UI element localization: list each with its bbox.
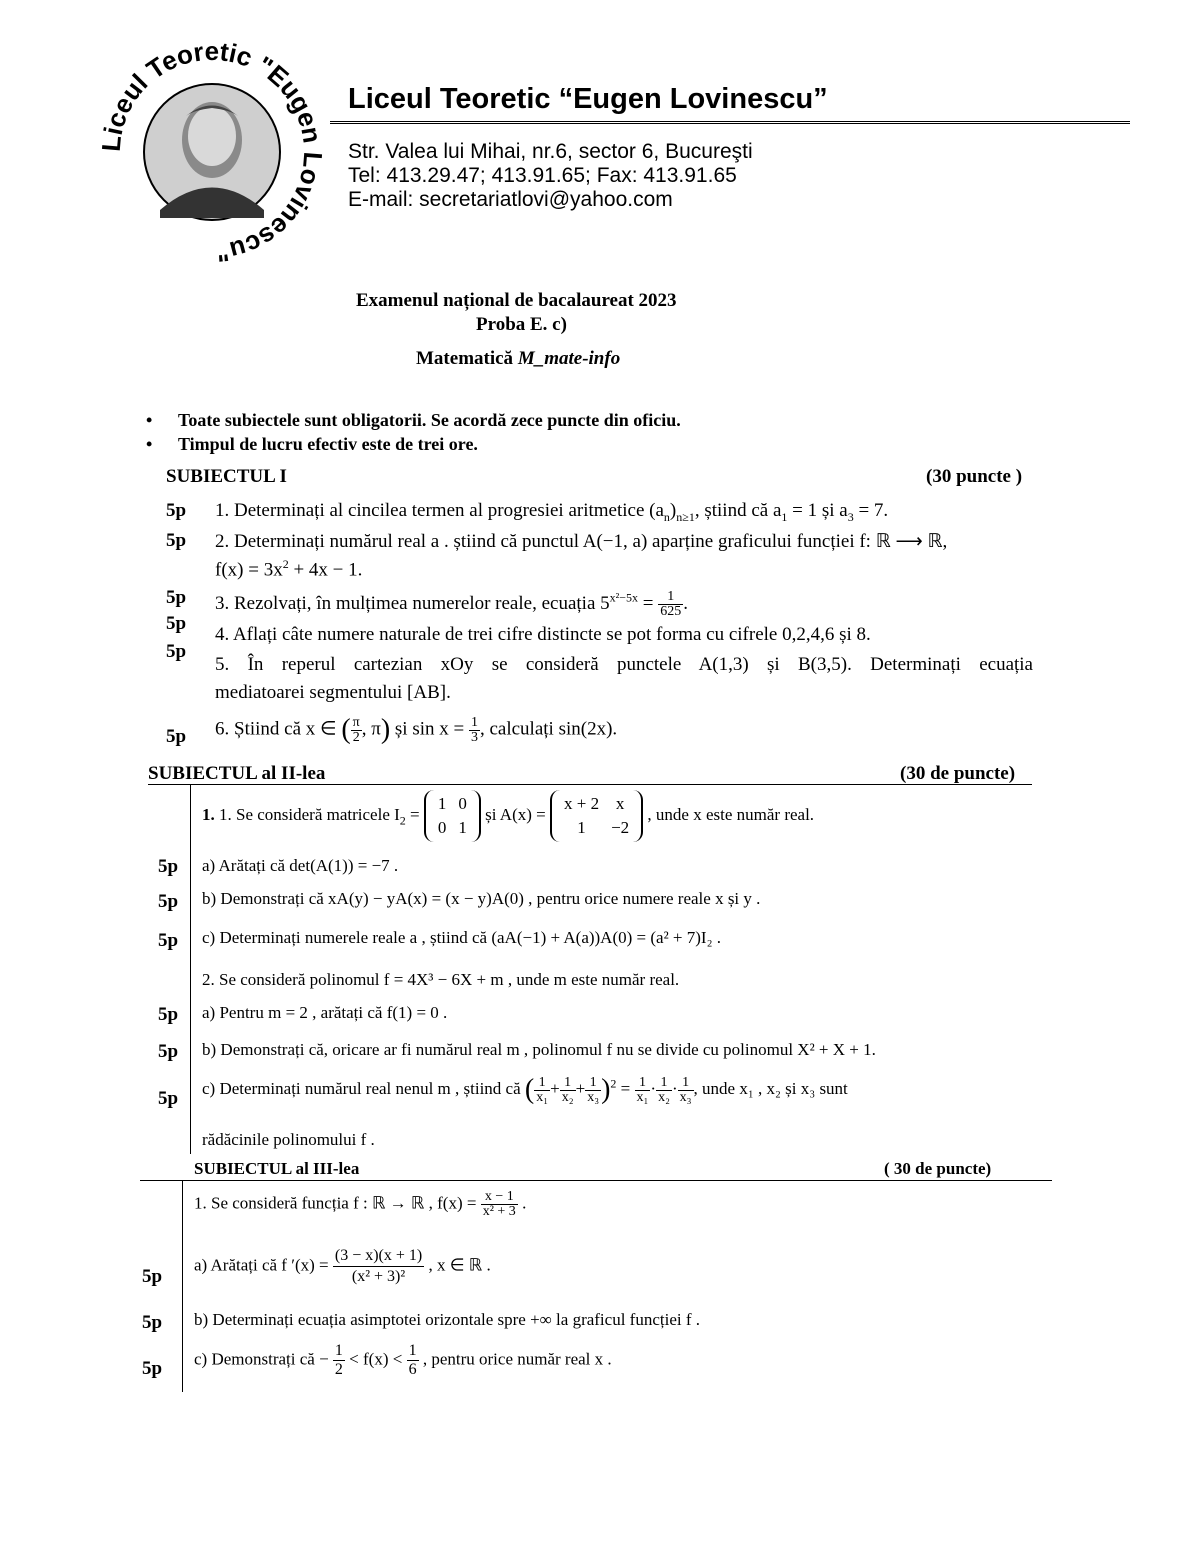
matrix-a: x + 2 x 1 −2 [550,790,643,842]
s2-p2c-points: 5p [158,1088,179,1109]
s1-q5-line2: mediatoarei segmentului [AB]. [215,682,451,703]
s2-p1a: a) Arătați că det(A(1)) = −7 . [202,856,399,875]
school-email: E-mail: secretariatlovi@yahoo.com [348,188,673,211]
school-name: Liceul Teoretic “Eugen Lovinescu” [348,83,828,115]
s1-q2-function: $f(x) = 3x^2 + 4x - 1$. [215,557,363,581]
rule-1: • Toate subiectele sunt obligatorii. Se acordă zece puncte din oficiu. [146,410,681,430]
matrix-i2: 1 0 0 1 [424,790,481,842]
s1-q1: 1. Determinați al cincilea termen al progresiei aritmetice $(a_n)_{n\ge 1}$, știind că $a_1 = 1$ și $a_3 = 7$. [215,500,889,524]
s2-p2c-line2: rădăcinile polinomului f . [202,1130,375,1149]
s2-p1c: c) Determinați numerele reale a , știind că (aA(−1) + A(a))A(0) = (a² + 7)I₂ . [202,928,722,947]
s1-q5: 5. În reperul cartezian xOy se consideră punctele A(1,3) și B(3,5). Determinați ecuația [215,654,1033,675]
s2-p1b-points: 5p [158,891,179,912]
s1-q2-points: 5p [166,530,187,551]
s1-q1-points: 5p [166,500,187,521]
bullet: • [146,434,153,454]
s3-a: a) Arătați că f ′(x) = $\frac{(3 - x)(x + 1)}{\text{(x² + 3)²}}$ , x ∈ ℝ . [194,1247,491,1285]
s3-c: c) Demonstrați că − $\frac{1}{2}$ < f(x) < $\frac{1}{6}$ , pentru orice număr real x . [194,1342,612,1378]
bullet: • [146,410,153,430]
subject-prefix: Matematică [416,348,518,369]
school-logo [100,40,325,265]
s1-title: SUBIECTUL I [166,466,287,487]
s2-p2b-points: 5p [158,1041,179,1062]
s2-p2b: b) Demonstrați că, oricare ar fi numărul real m , polinomul f nu se divide cu polinomul X² + X + 1. [202,1040,876,1059]
s1-q6: 6. Știind că x ∈ ( $\frac{\pi}{2}$ , π) și sin x = $\frac{1}{3}$ , calculați sin(2x). [215,714,618,745]
s2-p2a-points: 5p [158,1004,179,1025]
s1-q6-points: 5p [166,726,187,747]
exam-subject [416,348,620,370]
exam-title: Examenul național de bacalaureat 2023 [356,290,677,311]
school-address: Str. Valea lui Mihai, nr.6, sector 6, Bucureşti [348,140,753,163]
s1-q4-points: 5p [166,613,187,634]
s2-title: SUBIECTUL al II-lea [148,763,326,784]
school-phone: Tel: 413.29.47; 413.91.65; Fax: 413.91.65 [348,164,737,187]
s3-margin [182,1180,183,1392]
s2-p1b: b) Demonstrați că xA(y) − yA(x) = (x − y)A(0) , pentru orice numere reale x și y . [202,889,761,908]
exam-proba: Proba E. c) [476,314,567,335]
s2-p1a-points: 5p [158,856,179,877]
s2-p2-intro: 2. Se consideră polinomul f = 4X³ − 6X + m , unde m este număr real. [202,970,680,989]
s3-points: ( 30 de puncte) [884,1159,992,1178]
s1-q5-points: 5p [166,641,187,662]
logo-ring-text: iceul Teoretic "Eugen ovinescu" [100,40,325,265]
s2-rule [148,784,1032,785]
subject-track: M_mate-info [517,348,621,369]
s3-title: SUBIECTUL al III-lea [194,1159,360,1178]
s3-c-points: 5p [142,1358,163,1379]
s2-margin [190,784,191,1154]
s1-q3: 3. Rezolvați, în mulțimea numerelor reale, ecuația $5^{x^2-5x}$ = $\frac{1}{625}$ . [215,589,688,619]
s3-b: b) Determinați ecuația asimptotei orizontale spre +∞ la graficul funcției f . [194,1310,701,1329]
s1-points: (30 puncte ) [926,466,1023,487]
s2-p1c-points: 5p [158,930,179,951]
s3-b-points: 5p [142,1312,163,1333]
s2-p2c: c) Determinați numărul real nenul m , știind că ( $\frac{1}{\text{x₁}}$ + $\frac{1}{\text{x₂}}$ + $\frac{1}{\text{x₃}}$ )$^2$ = $\frac{1}{\text{x₁}}$ · $\frac{1}{\text{x₂}}$ · $\frac{1}{\text{x₃}}$ , unde x₁ , x₂ și x₃ sunt [202,1074,848,1105]
header-rule [330,121,1130,124]
s1-q2: 2. Determinați numărul real a . știind că punctul A(−1, a) aparține graficului funcției f: ℝ ⟶ ℝ, [215,531,948,552]
s3-rule [140,1180,1052,1181]
s3-intro: 1. Se consideră funcția f : ℝ → ℝ , f(x) = $\frac{x - 1}{\text{x² + 3}}$ . [194,1189,527,1219]
s2-points: (30 de puncte) [900,763,1016,784]
s1-q3-points: 5p [166,587,187,608]
s2-p1-intro: 1. 1. Se consideră matricele $I_2$ = 1 0 0 1 și A(x) = x + 2 x 1 −2 , unde x este număr real. [202,790,814,842]
s2-p2a: a) Pentru m = 2 , arătați că f(1) = 0 . [202,1003,448,1022]
rule-2: • Timpul de lucru efectiv este de trei ore. [146,434,478,454]
s1-q4: 4. Aflați câte numere naturale de trei cifre distincte se pot forma cu cifrele 0,2,4,6 și 8. [215,624,871,645]
s3-a-points: 5p [142,1266,163,1287]
